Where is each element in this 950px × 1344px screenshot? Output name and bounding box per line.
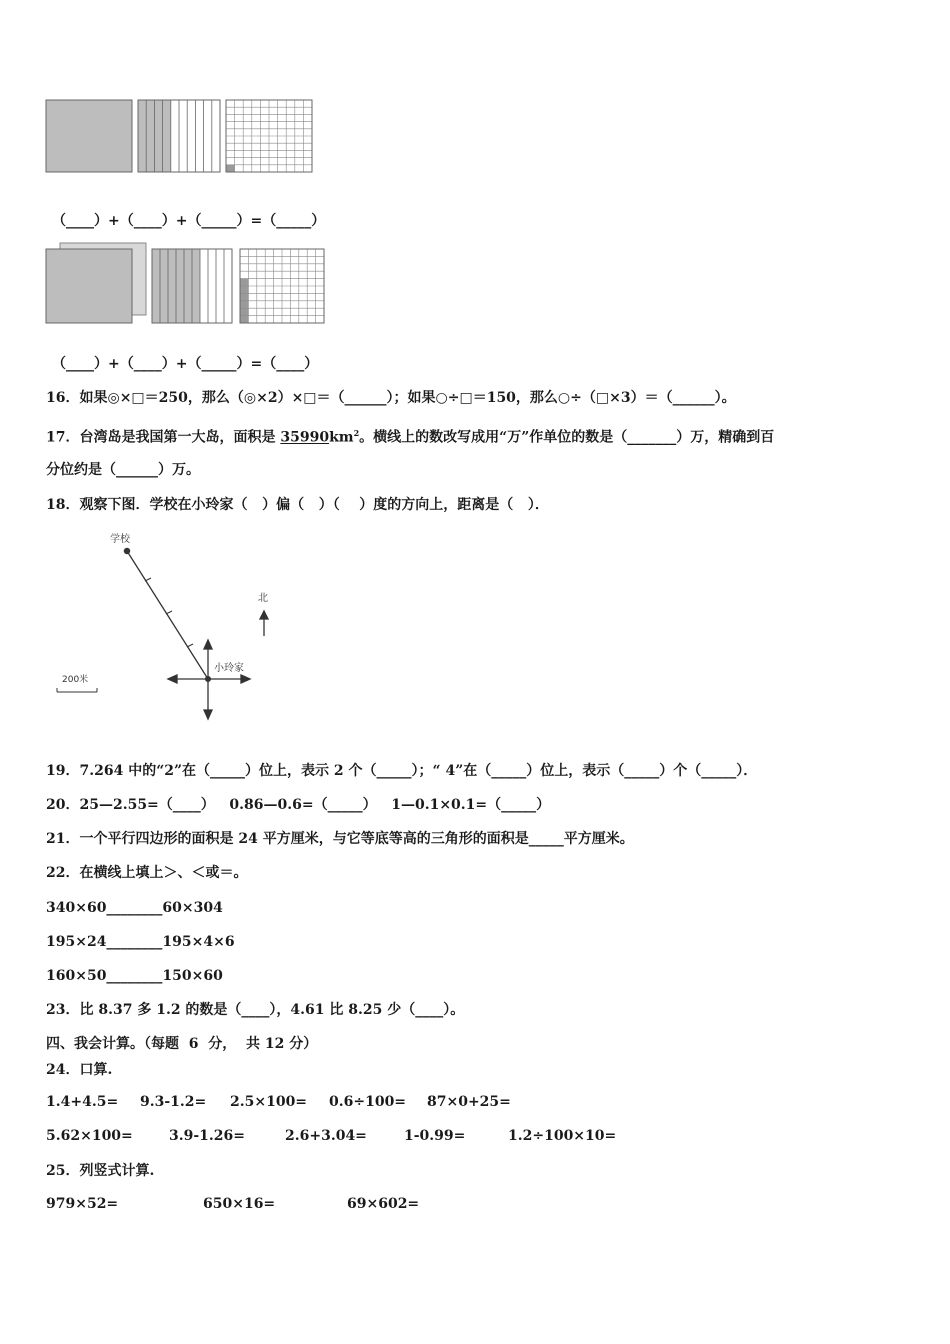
- arrow-right: [241, 675, 250, 683]
- vertical-calc-item: 650×16=: [203, 1196, 276, 1212]
- full-square: [46, 100, 132, 172]
- tenths-square: [138, 100, 220, 172]
- hundredths-square: [226, 100, 312, 172]
- question-17-line1: 17．台湾岛是我国第一大岛，面积是 $35990km^2$。横线上的数改写成用“万”作单位的数是（_______）万，精确到百: [46, 428, 775, 446]
- oral-calc-item: 3.9-1.26=: [169, 1128, 245, 1144]
- oral-calc-item: 0.6÷100=: [329, 1094, 407, 1110]
- scale-label: 200米: [62, 675, 89, 685]
- oral-calc-item: 2.6+3.04=: [285, 1128, 367, 1144]
- arrow-down: [204, 710, 212, 719]
- compare-item-2: 195×24________195×4×6: [46, 934, 235, 950]
- oral-calc-item: 1.4+4.5=: [46, 1094, 119, 1110]
- compare-item-3: 160×50________150×60: [46, 968, 223, 984]
- direction-map: [50, 528, 290, 724]
- school-label: 学校: [110, 534, 130, 545]
- question-16: 16．如果◎×□＝250，那么（◎×2）×□＝（______）；如果○÷□＝150，那么○÷（□×3）＝（______）。: [46, 390, 736, 406]
- vertical-calc-item: 979×52=: [46, 1196, 119, 1212]
- oral-calc-item: 9.3-1.2=: [140, 1094, 207, 1110]
- question-19: 19．7.264 中的“2”在（_____）位上，表示 2 个（_____）；“ 4”在（_____）位上，表示（_____）个（_____）．: [46, 763, 758, 779]
- path-line: [127, 551, 208, 679]
- model-equation-1: （____）+（____）+（_____）=（_____）: [52, 213, 326, 229]
- full-square: [46, 249, 132, 323]
- model-equation-2: （____）+（____）+（_____）=（____）: [52, 356, 319, 372]
- oral-calc-item: 87×0+25=: [427, 1094, 511, 1110]
- question-20: 20．25—2.55=（____） 0.86—0.6=（_____） 1—0.1×0.1=（_____）: [46, 797, 551, 813]
- question-25-title: 25．列竖式计算.: [46, 1163, 155, 1179]
- question-21: 21．一个平行四边形的面积是 24 平方厘米，与它等底等高的三角形的面积是_____平方厘米。: [46, 831, 634, 847]
- arrow-left: [168, 675, 177, 683]
- north-arrow-head: [260, 611, 268, 619]
- oral-calc-item: 2.5×100=: [230, 1094, 308, 1110]
- oral-calc-item: 1-0.99=: [404, 1128, 466, 1144]
- arrow-up: [204, 640, 212, 649]
- decimal-model-row2: [45, 242, 329, 326]
- oral-calc-item: 1.2÷100×10=: [508, 1128, 617, 1144]
- question-24-title: 24．口算.: [46, 1062, 113, 1078]
- compare-item-1: 340×60________60×304: [46, 900, 223, 916]
- area-value: 35990: [280, 429, 330, 446]
- oral-calc-item: 5.62×100=: [46, 1128, 133, 1144]
- question-17-line2: 分位约是（______）万。: [46, 462, 200, 478]
- question-23: 23．比 8.37 多 1.2 的数是（____），4.61 比 8.25 少（____）。: [46, 1002, 465, 1018]
- question-18: 18．观察下图．学校在小玲家（ ）偏（ ）（ ）度的方向上，距离是（ ）．: [46, 497, 549, 513]
- question-22-title: 22．在横线上填上＞、＜或＝。: [46, 865, 248, 881]
- section-4-heading: 四、我会计算。（每题 6 分， 共 12 分）: [46, 1036, 318, 1052]
- tenths-square: [152, 249, 232, 323]
- decimal-model-row1: [45, 99, 315, 175]
- hundredths-square: [240, 249, 324, 323]
- vertical-calc-item: 69×602=: [347, 1196, 420, 1212]
- north-label: 北: [258, 593, 268, 604]
- home-label: 小玲家: [214, 663, 244, 674]
- home-point: [206, 677, 211, 682]
